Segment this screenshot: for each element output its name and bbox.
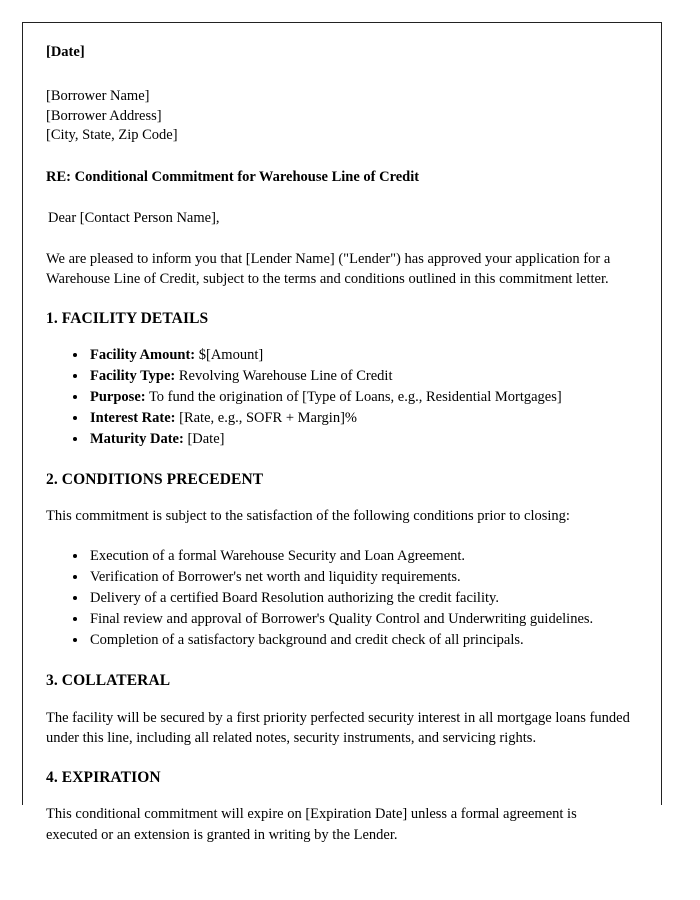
list-item: • Final review and approval of Borrower's Quality Control and Underwriting guidelines. [88,609,631,630]
list-item-value: [Date] [183,431,225,448]
conditions-precedent-list [46,546,631,651]
date-placeholder: [Date] [46,44,85,60]
section-heading-facility-details: 1. FACILITY DETAILS [46,309,209,327]
list-item-value: Revolving Warehouse Line of Credit [175,368,393,385]
list-item-value: To fund the origination of [Type of Loans, e.g., Residential Mortgages] [145,389,562,406]
list-item-term: Facility Amount: [90,347,196,364]
recipient-name: [Borrower Name] [46,88,150,105]
list-item-term: Purpose: [90,389,146,406]
subject-line: RE: Conditional Commitment for Warehouse Line of Credit [46,168,420,185]
list-item [88,387,631,408]
list-item: • Delivery of a certified Board Resolution authorizing the credit facility. [88,588,631,609]
recipient-city-state-zip: [City, State, Zip Code] [46,127,178,144]
section-heading-collateral: 3. COLLATERAL [46,672,171,690]
list-item: • Completion of a satisfactory background and credit check of all principals. [88,630,631,651]
section-heading-conditions-precedent: 2. CONDITIONS PRECEDENT [46,471,264,489]
section-heading-expiration: 4. EXPIRATION [46,768,161,786]
list-item-value: [Rate, e.g., SOFR + Margin]% [175,410,357,427]
document-page [22,22,662,843]
collateral-paragraph: The facility will be secured by a first priority perfected security interest in all mortgage loans funded under this line, including all related notes, security instruments, and servicing rights. [46,709,630,747]
expiration-paragraph: This conditional commitment will expire on [Expiration Date] unless a formal agreement is executed or an extension is granted in writing by the Lender. [46,806,577,843]
list-item: • Execution of a formal Warehouse Security and Loan Agreement. [88,546,631,567]
list-item: • Verification of Borrower's net worth and liquidity requirements. [88,567,631,588]
list-item-term: Interest Rate: [90,410,176,427]
conditions-intro-paragraph: This commitment is subject to the satisfaction of the following conditions prior to closing: [46,508,570,525]
opening-paragraph: We are pleased to inform you that [Lender Name] ("Lender") has approved your application for a Warehouse Line of Credit, subject to the terms and conditions outlined in this commitment letter. [46,250,611,288]
recipient-address: [Borrower Address] [46,107,162,124]
facility-details-list [46,345,631,450]
list-item-term: Facility Type: [90,368,176,385]
list-item [88,429,631,450]
list-item [88,366,631,387]
list-item-value: $[Amount] [195,347,264,364]
list-item [88,345,631,366]
document-body [23,23,661,845]
recipient-address-block [46,87,631,146]
list-item-term: Maturity Date: [90,431,184,448]
salutation: Dear [Contact Person Name], [48,209,220,226]
list-item [88,408,631,429]
